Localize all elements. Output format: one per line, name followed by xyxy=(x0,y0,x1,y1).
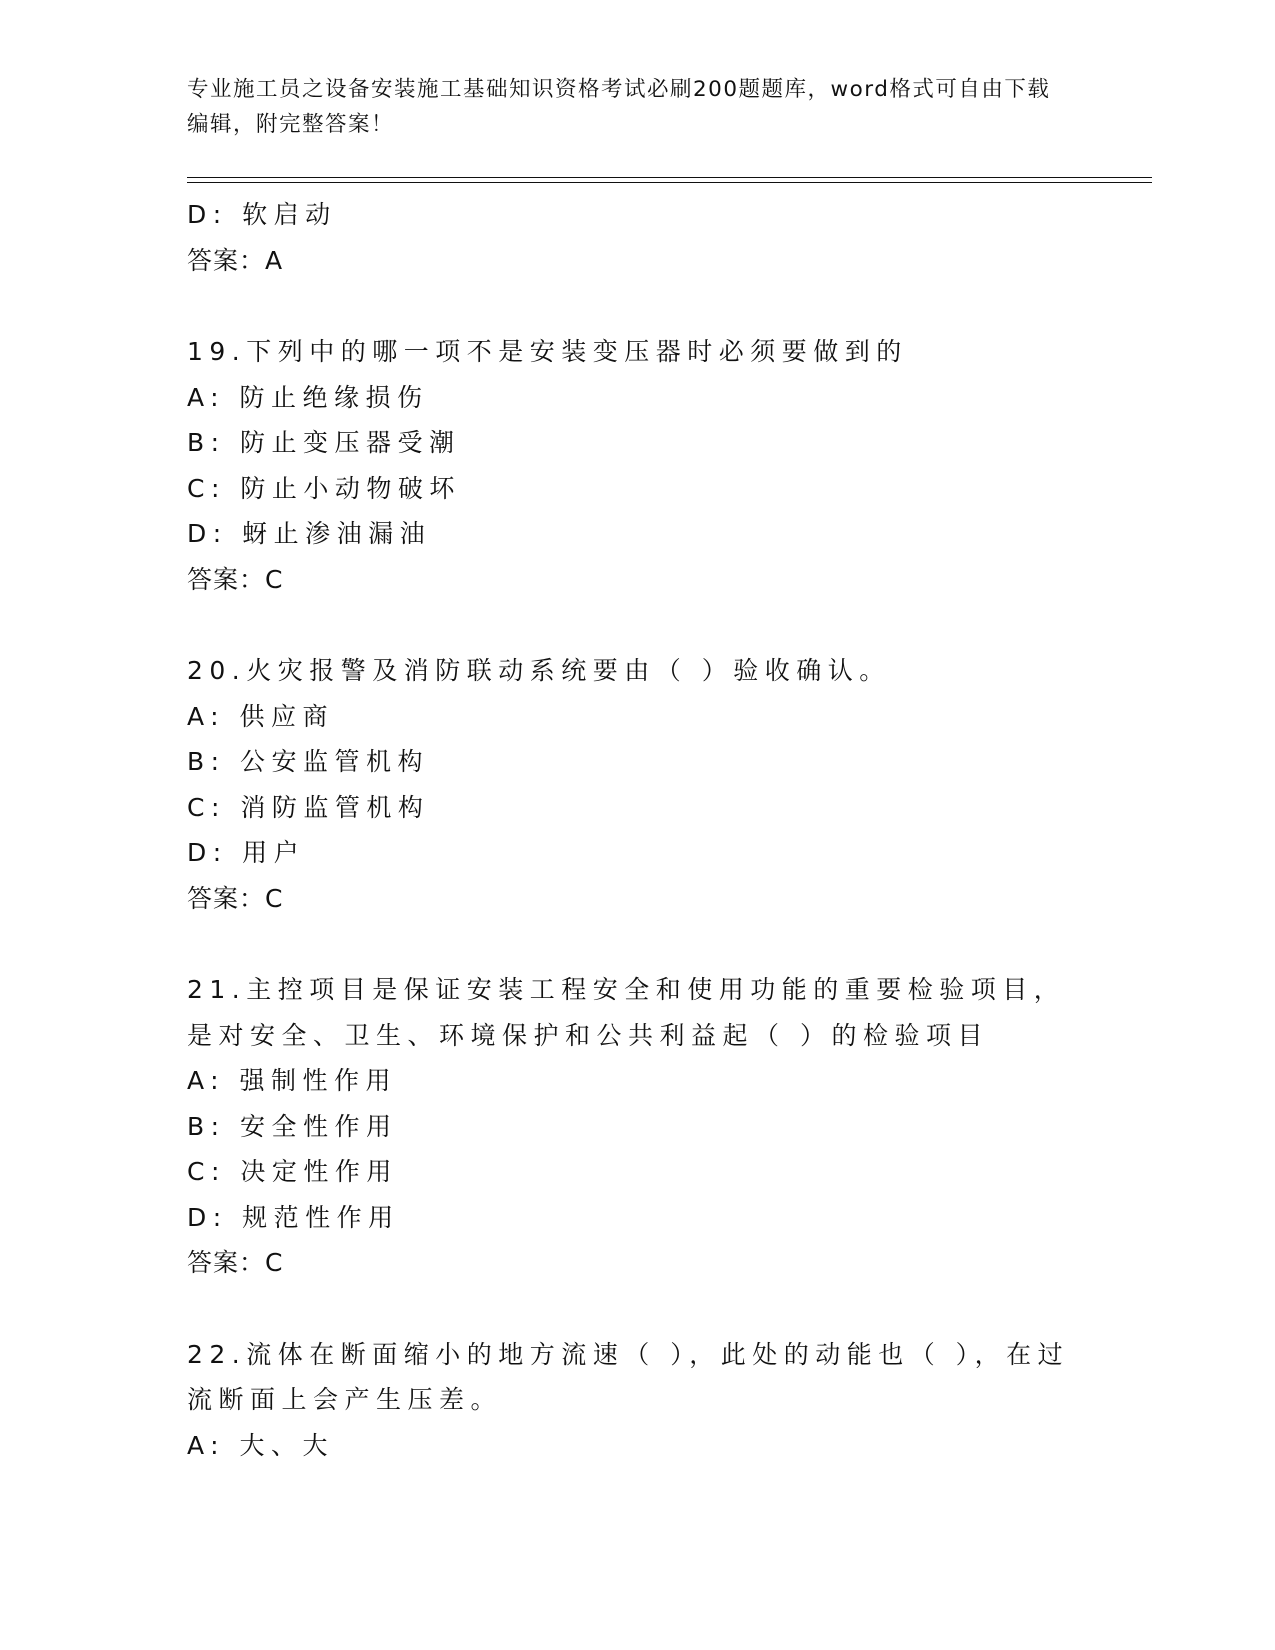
question-20 xyxy=(187,648,1087,921)
header-divider-line-double xyxy=(187,182,1152,183)
option-d: D: 规范性作用 xyxy=(187,1202,400,1232)
question-22 xyxy=(187,1332,1087,1469)
option-a: A: 大、大 xyxy=(187,1430,335,1460)
option-d: D: 软启动 xyxy=(187,200,337,229)
answer: 答案：A xyxy=(187,245,284,275)
option-b: B: 公安监管机构 xyxy=(187,747,430,776)
question-text: 21.主控项目是保证安装工程安全和使用功能的重要检验项目，是对安全、卫生、环境保护和公共利益起（ ）的检验项目 xyxy=(187,975,1066,1050)
header-divider-line xyxy=(187,177,1152,178)
question-21 xyxy=(187,967,1087,1286)
answer: 答案：C xyxy=(187,564,284,594)
option-c: C: 防止小动物破坏 xyxy=(187,473,461,503)
option-d: D: 用户 xyxy=(187,838,306,867)
option-a: A: 供应商 xyxy=(187,701,335,731)
question-text: 20.火灾报警及消防联动系统要由（ ）验收确认。 xyxy=(187,656,891,685)
page-header: 专业施工员之设备安装施工基础知识资格考试必刷200题题库，word格式可自由下载编辑，附完整答案！ xyxy=(187,77,1051,137)
document-body xyxy=(187,192,1087,1468)
answer: 答案：C xyxy=(187,1248,284,1277)
question-19 xyxy=(187,329,1087,602)
answer: 答案：C xyxy=(187,883,284,913)
option-c: C: 消防监管机构 xyxy=(187,792,430,822)
option-a: A: 防止绝缘损伤 xyxy=(187,382,429,412)
option-c: C: 决定性作用 xyxy=(187,1157,398,1186)
option-a: A: 强制性作用 xyxy=(187,1066,398,1095)
option-b: B: 防止变压器受潮 xyxy=(187,428,461,457)
option-b: B: 安全性作用 xyxy=(187,1111,398,1141)
question-text: 19.下列中的哪一项不是安装变压器时必须要做到的 xyxy=(187,337,908,366)
question-text: 22.流体在断面缩小的地方流速（ ），此处的动能也（ ），在过流断面上会产生压差。 xyxy=(187,1339,1070,1414)
option-d: D: 蚜止渗油漏油 xyxy=(187,519,432,548)
